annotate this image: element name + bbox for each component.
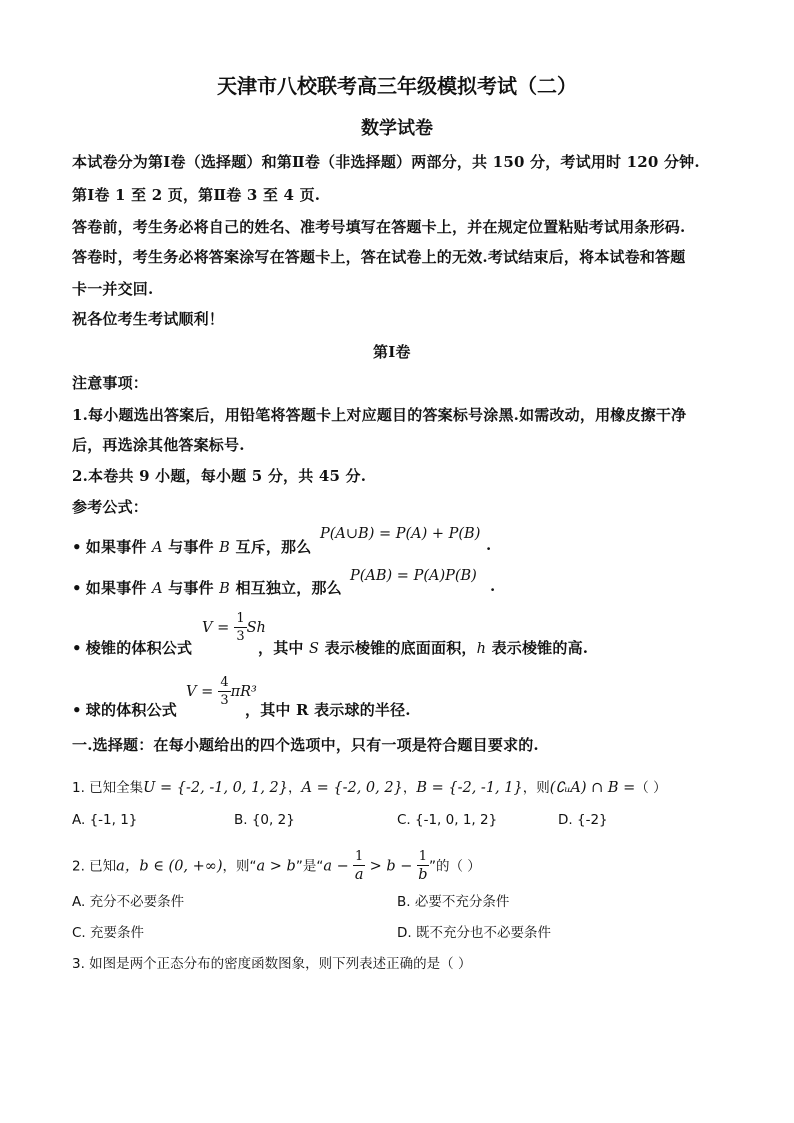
intro-line-5: 卡一并交回. bbox=[72, 280, 154, 298]
fraction-four-thirds: $\frac{4}{3}$ bbox=[220, 675, 229, 708]
fraction-one-third: $\frac{1}{3}$ bbox=[236, 611, 245, 644]
page-title: 天津市八校联考高三年级模拟考试（二） bbox=[217, 74, 577, 98]
bullet-icon: • bbox=[72, 538, 82, 556]
formula-pyramid-desc: ，其中 S 表示棱锥的底面面积，h 表示棱锥的高. bbox=[258, 639, 589, 657]
question-1-option-a[interactable]: A. {-1, 1} bbox=[72, 812, 138, 828]
intro-line-6: 祝各位考生考试顺利！ bbox=[72, 310, 225, 328]
intro-line-1: 本试卷分为第Ⅰ卷（选择题）和第Ⅱ卷（非选择题）两部分，共 150 分，考试用时 120 分钟. bbox=[72, 153, 700, 171]
intro-line-2: 第Ⅰ卷 1 至 2 页，第Ⅱ卷 3 至 4 页. bbox=[72, 186, 321, 204]
formula-mutually-exclusive: • 如果事件 A 与事件 B 互斥，那么 bbox=[72, 538, 312, 556]
bullet-icon: • bbox=[72, 701, 82, 719]
question-1-option-d[interactable]: D. {-2} bbox=[558, 812, 608, 828]
formula-pyramid-label: • 棱锥的体积公式 bbox=[72, 639, 193, 657]
bullet-icon: • bbox=[72, 639, 82, 657]
note-1-line-b: 后，再选涂其他答案标号. bbox=[72, 436, 245, 454]
fraction-one-over-b: $\frac{1}{b}$ bbox=[418, 849, 428, 883]
note-2: 2.本卷共 9 小题，每小题 5 分，共 45 分. bbox=[72, 467, 367, 485]
formula-heading: 参考公式： bbox=[72, 498, 149, 516]
question-1-option-b[interactable]: B. {0, 2} bbox=[234, 812, 295, 828]
fraction-one-over-a: $\frac{1}{a}$ bbox=[354, 849, 364, 883]
bullet-icon: • bbox=[72, 579, 82, 597]
question-2-option-d[interactable]: D. 既不充分也不必要条件 bbox=[397, 925, 551, 941]
formula-independent: • 如果事件 A 与事件 B 相互独立，那么 bbox=[72, 579, 342, 597]
question-3-stem: 3. 如图是两个正态分布的密度函数图象，则下列表述正确的是（ ） bbox=[72, 956, 472, 972]
formula-sphere-desc: ，其中 R 表示球的半径. bbox=[245, 701, 411, 719]
formula-1-end: . bbox=[486, 536, 492, 554]
note-1-line-a: 1.每小题选出答案后，用铅笔将答题卡上对应题目的答案标号涂黑.如需改动，用橡皮擦干净 bbox=[72, 406, 687, 424]
question-2-stem: 2. 已知a，b ∈ (0, +∞)，则“a > b”是“a − $\frac{1}{a}$ > b − $\frac{1}{b}$ ”的（ ） bbox=[72, 849, 481, 883]
intro-line-4: 答卷时，考生务必将答案涂写在答题卡上，答在试卷上的无效.考试结束后，将本试卷和答题 bbox=[72, 248, 686, 266]
page-subtitle: 数学试卷 bbox=[361, 118, 433, 139]
notes-heading: 注意事项： bbox=[72, 374, 149, 392]
volume-label: 第Ⅰ卷 bbox=[373, 343, 411, 361]
question-2-option-b[interactable]: B. 必要不充分条件 bbox=[397, 894, 510, 910]
question-1-option-c[interactable]: C. {-1, 0, 1, 2} bbox=[397, 812, 498, 828]
question-2-option-c[interactable]: C. 充要条件 bbox=[72, 925, 145, 941]
question-2-option-a[interactable]: A. 充分不必要条件 bbox=[72, 894, 185, 910]
intro-line-3: 答卷前，考生务必将自己的姓名、准考号填写在答题卡上，并在规定位置粘贴考试用条形码. bbox=[72, 218, 686, 236]
formula-2-end: . bbox=[490, 577, 496, 595]
formula-1-math: P(A∪B) = P(A) + P(B) bbox=[320, 526, 481, 542]
part-1-heading: 一.选择题：在每小题给出的四个选项中，只有一项是符合题目要求的. bbox=[72, 736, 539, 754]
formula-sphere-volume: V = $\frac{4}{3}$ πR³ bbox=[186, 675, 257, 708]
formula-sphere-label: • 球的体积公式 bbox=[72, 701, 177, 719]
formula-2-math: P(AB) = P(A)P(B) bbox=[350, 568, 477, 584]
formula-pyramid-volume: V = $\frac{1}{3}$ Sh bbox=[202, 611, 266, 644]
question-1-stem: 1. 已知全集U = {-2, -1, 0, 1, 2}，A = {-2, 0, 2}，B = {-2, -1, 1}，则(∁ᵤA) ∩ B =（ ） bbox=[72, 780, 667, 796]
